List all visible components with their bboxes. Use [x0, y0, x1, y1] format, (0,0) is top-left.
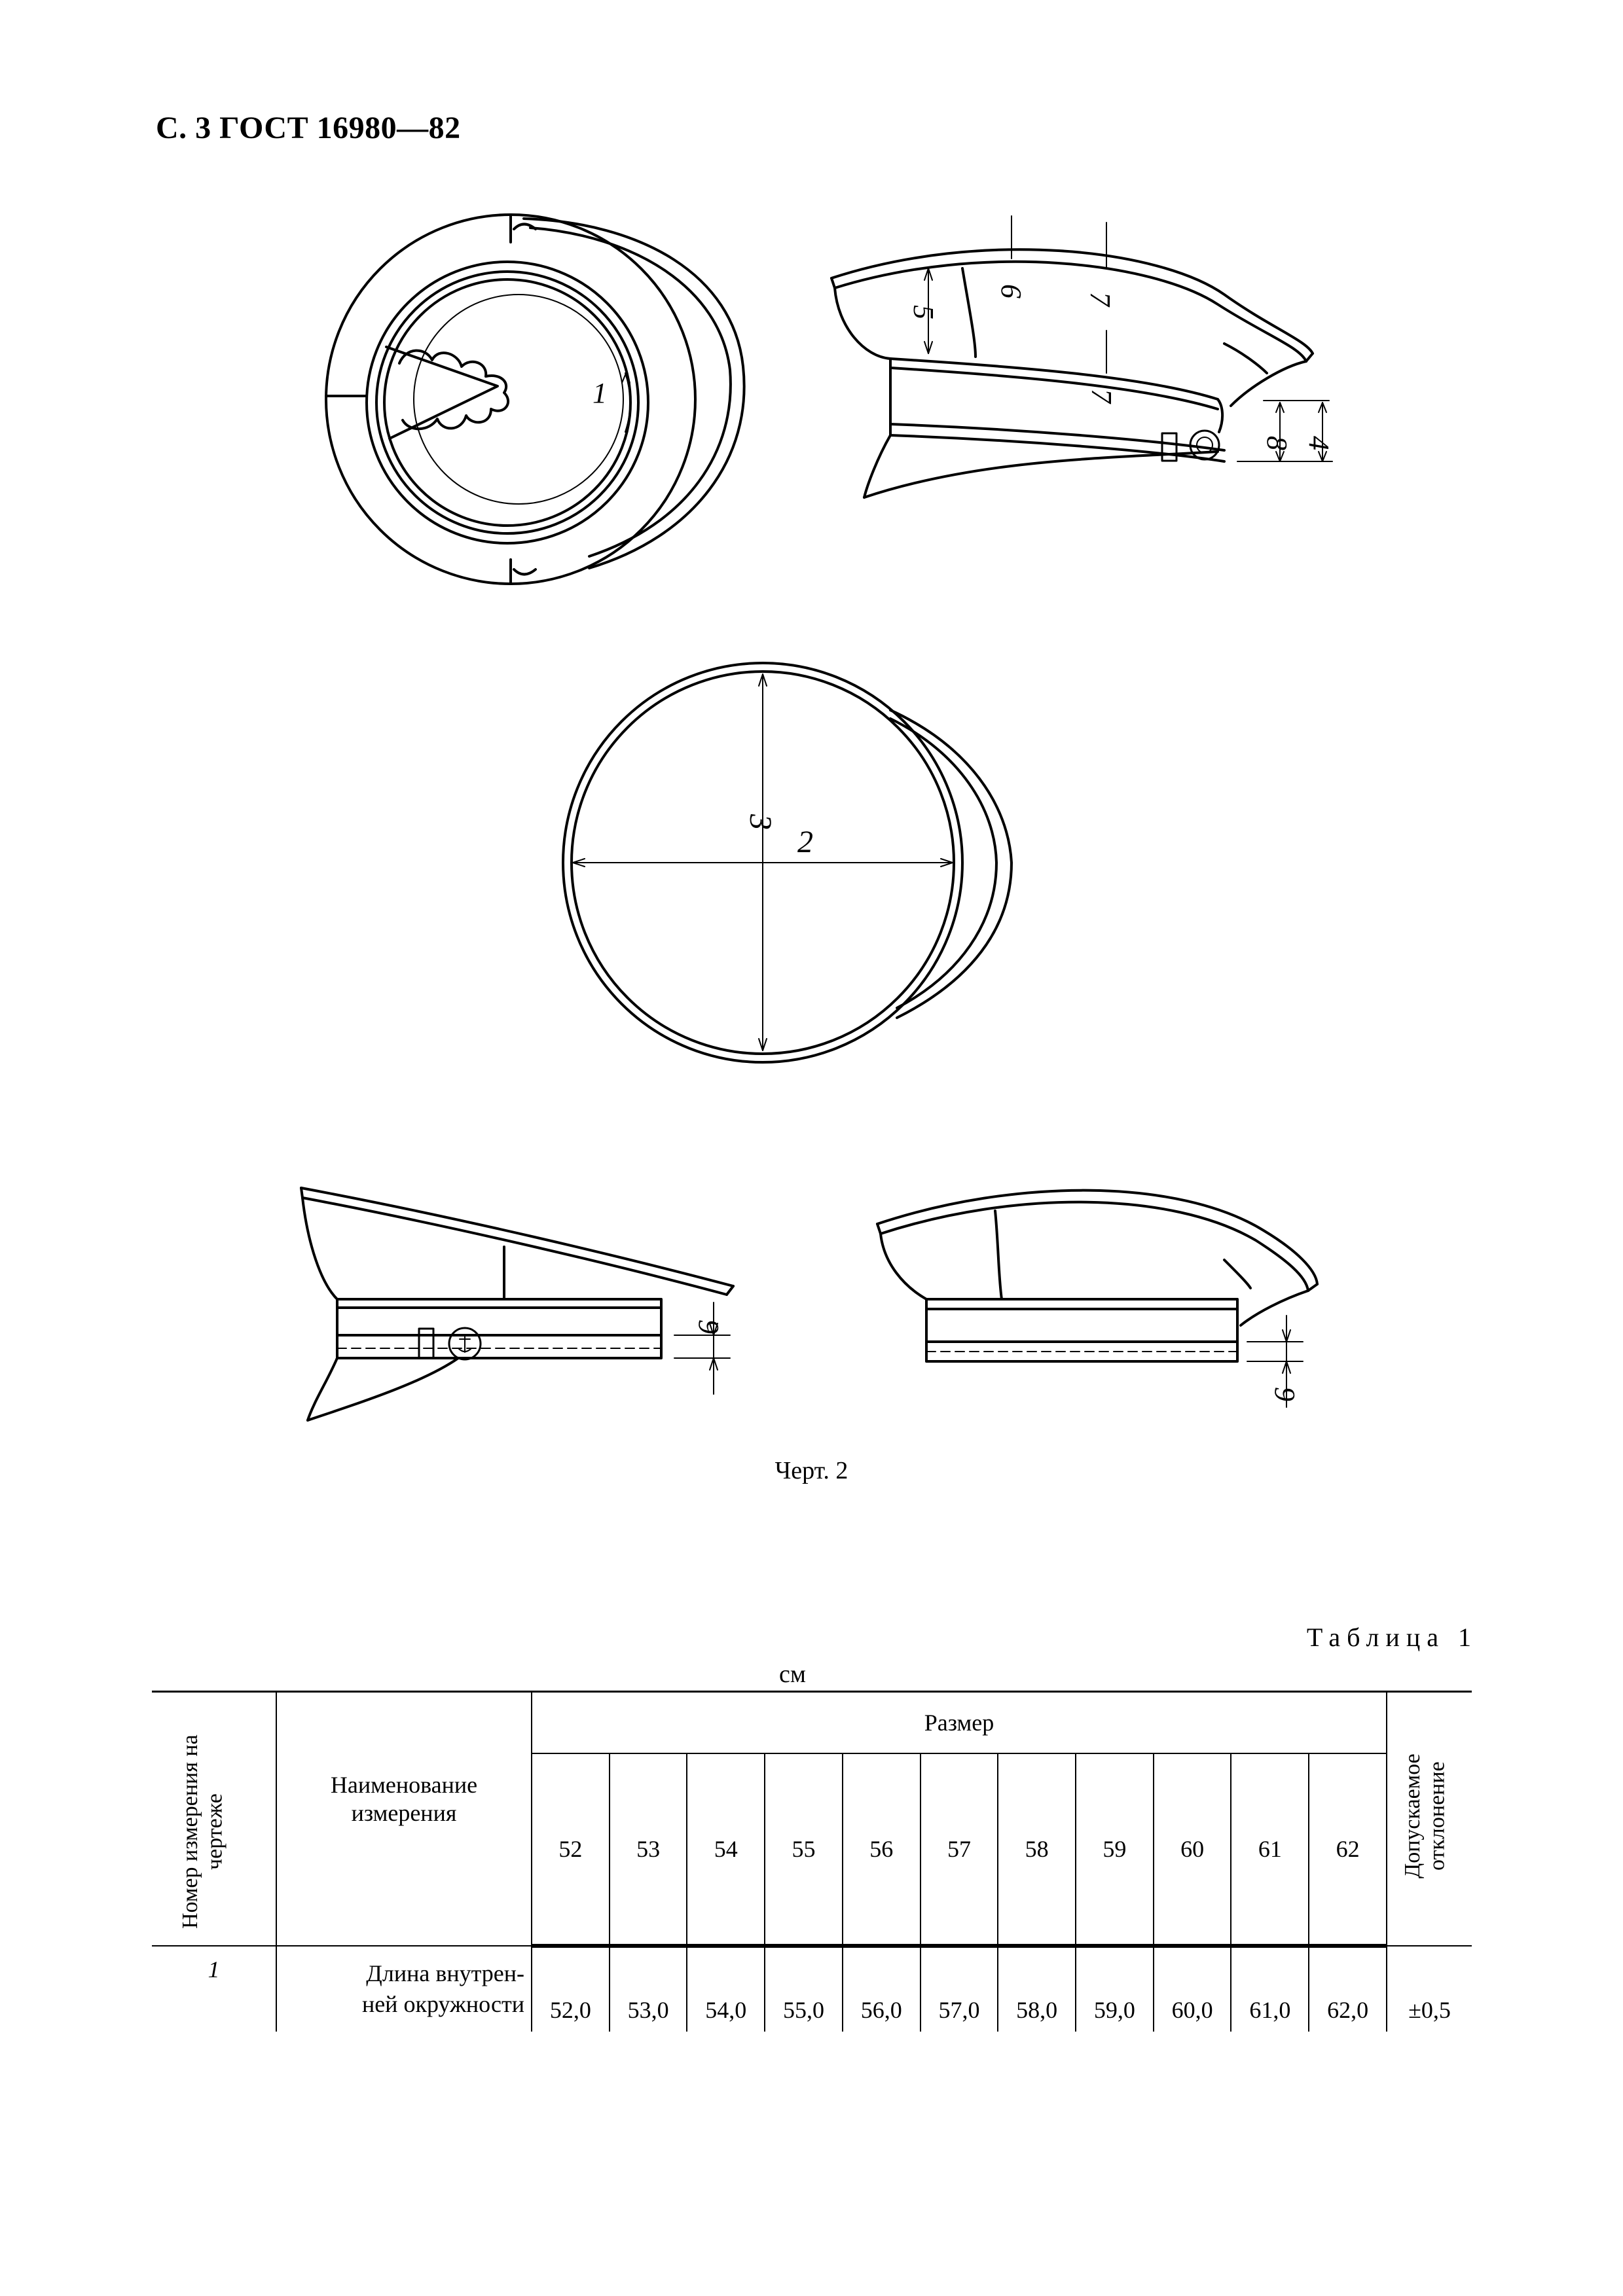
dimension-label-3: 3 — [743, 814, 778, 830]
value-cell: 53,0 — [610, 1946, 687, 2032]
value-cell: 56,0 — [843, 1946, 921, 2032]
page-header: С. 3 ГОСТ 16980—82 — [156, 111, 461, 145]
size-header: 55 — [765, 1753, 843, 1946]
cap-side-view-plain-drawing — [877, 1191, 1317, 1407]
value-cell: 58,0 — [998, 1946, 1076, 2032]
cap-side-view-anchor-drawing — [301, 1188, 733, 1420]
tolerance-cell: ±0,5 — [1387, 1946, 1472, 2032]
dimension-label-1: 1 — [593, 377, 607, 409]
size-header: 59 — [1076, 1753, 1154, 1946]
value-cell: 52,0 — [532, 1946, 610, 2032]
size-header: 58 — [998, 1753, 1076, 1946]
row-number: 1 — [152, 1946, 276, 2032]
measurements-table — [152, 1691, 1472, 2032]
size-header: 62 — [1309, 1753, 1387, 1946]
size-header: 57 — [921, 1753, 998, 1946]
size-header: 54 — [687, 1753, 765, 1946]
dimension-label-9-left: 9 — [693, 1319, 725, 1334]
dimension-label-7-bottom: 7 — [1085, 389, 1118, 403]
value-cell: 60,0 — [1154, 1946, 1231, 2032]
figure-caption: Черт. 2 — [775, 1457, 848, 1484]
dimension-label-7-top: 7 — [1084, 292, 1116, 306]
value-cell: 59,0 — [1076, 1946, 1154, 2032]
value-cell: 54,0 — [687, 1946, 765, 2032]
dimension-label-9-right: 9 — [1269, 1387, 1301, 1401]
size-header: 52 — [532, 1753, 610, 1946]
value-cell: 55,0 — [765, 1946, 843, 2032]
size-header: 56 — [843, 1753, 921, 1946]
table-label: Таблица 1 — [1306, 1623, 1478, 1652]
cap-top-view-drawing — [326, 215, 744, 584]
table-unit: см — [779, 1660, 806, 1688]
header-number: Номер измерения на чертеже — [152, 1692, 276, 1946]
size-header: 60 — [1154, 1753, 1231, 1946]
dimension-label-4: 4 — [1303, 436, 1335, 450]
value-cell: 62,0 — [1309, 1946, 1387, 2032]
dimension-label-2: 2 — [797, 825, 813, 859]
dimension-label-8: 8 — [1261, 436, 1293, 450]
value-cell: 57,0 — [921, 1946, 998, 2032]
dimension-label-6: 6 — [995, 284, 1027, 298]
cap-side-view-drawing — [831, 216, 1332, 497]
value-cell: 61,0 — [1231, 1946, 1309, 2032]
cap-plan-view-drawing — [563, 663, 1012, 1062]
table-row — [152, 1946, 1472, 2032]
header-tolerance: Допускаемое отклонение — [1387, 1692, 1472, 1946]
row-name — [276, 1946, 532, 2032]
header-name: Наименование измерения — [276, 1692, 532, 1946]
size-header: 53 — [610, 1753, 687, 1946]
size-header: 61 — [1231, 1753, 1309, 1946]
dimension-label-5: 5 — [907, 305, 939, 319]
row-name-line1: Длина внутрен- — [366, 1960, 524, 1987]
header-size-group: Размер — [532, 1692, 1387, 1754]
row-name-line2: ней окружности — [361, 1991, 524, 2017]
